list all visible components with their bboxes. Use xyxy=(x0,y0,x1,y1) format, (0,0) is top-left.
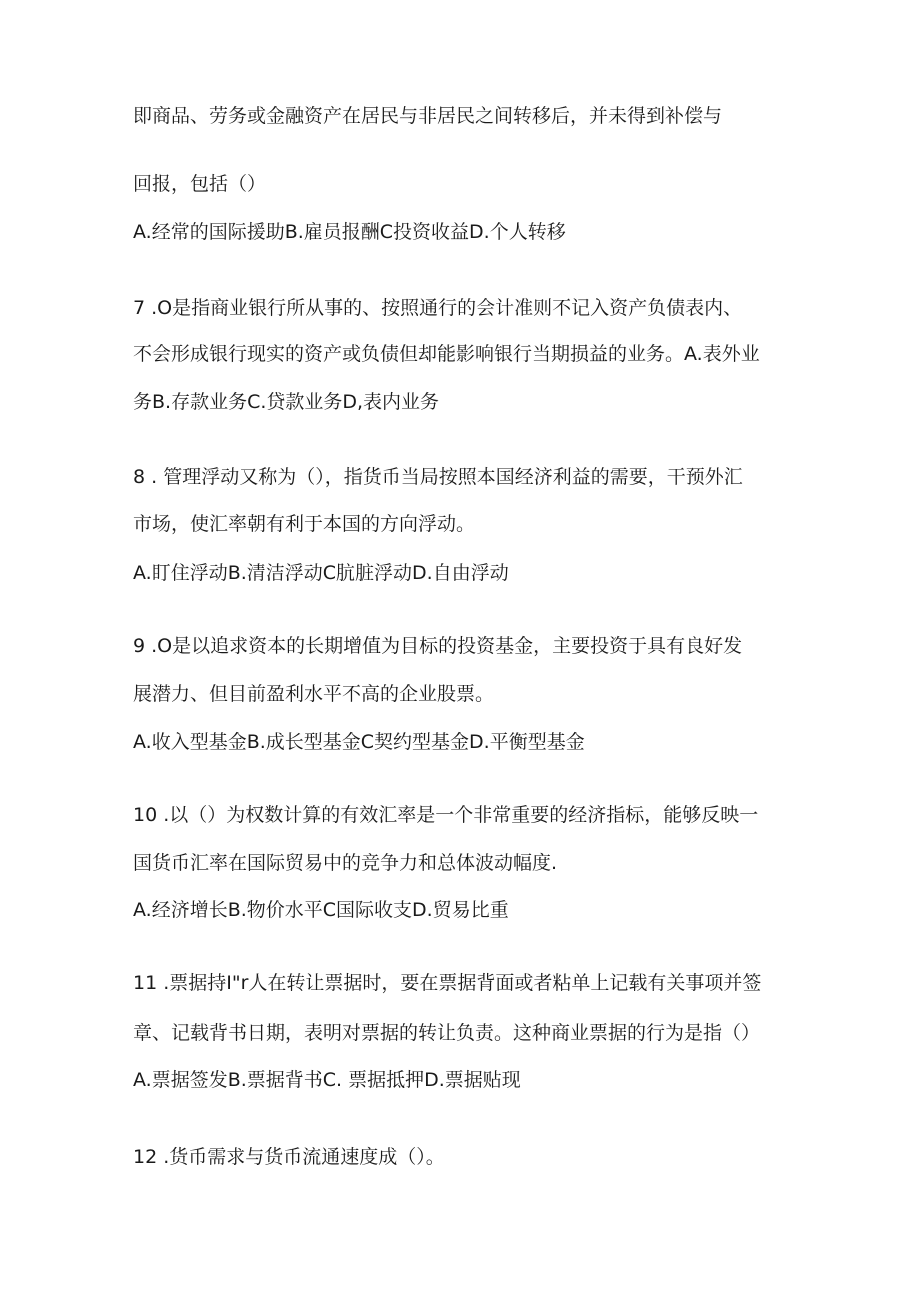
question-10: 10 .以（）为权数计算的有效汇率是一个非常重要的经济指标，能够反映一 xyxy=(133,804,759,826)
answer-options: A.经济增长B.物价水平C国际收支D.贸易比重 xyxy=(133,899,509,921)
text-line: 不会形成银行现实的资产或负债但却能影响银行当期损益的业务。A.表外业 xyxy=(133,343,760,365)
question-9: 9 .O是以追求资本的长期增值为目标的投资基金，主要投资于具有良好发 xyxy=(133,635,743,657)
question-7: 7 .O是指商业银行所从事的、按照通行的会计准则不记入资产负债表内、 xyxy=(133,297,743,319)
text-line: 回报，包括（） xyxy=(133,173,267,195)
text-line: 市场，使汇率朝有利于本国的方向浮动。 xyxy=(133,513,476,535)
answer-options: A.经常的国际援助B.雇员报酬C投资收益D.个人转移 xyxy=(133,221,566,243)
text-line: 章、记载背书日期，表明对票据的转让负责。这种商业票据的行为是指（） xyxy=(133,1022,761,1044)
text-line: 展潜力、但目前盈利水平不高的企业股票。 xyxy=(133,683,495,705)
question-11: 11 .票据持I"r人在转让票据时，要在票据背面或者粘单上记载有关事项并签 xyxy=(133,972,762,994)
answer-options: A.盯住浮动B.清洁浮动C肮脏浮动D.自由浮动 xyxy=(133,562,509,584)
text-line: 国货币汇率在国际贸易中的竞争力和总体波动幅度. xyxy=(133,852,558,874)
text-line: 即商品、劳务或金融资产在居民与非居民之间转移后，并未得到补偿与 xyxy=(133,105,723,127)
question-12: 12 .货币需求与货币流通速度成（）。 xyxy=(133,1146,445,1168)
question-8: 8 . 管理浮动又称为（），指货币当局按照本国经济利益的需要，干预外汇 xyxy=(133,466,743,488)
answer-options: A.票据签发B.票据背书C. 票据抵押D.票据贴现 xyxy=(133,1069,521,1091)
answer-options: 务B.存款业务C.贷款业务D,表内业务 xyxy=(133,391,440,413)
answer-options: A.收入型基金B.成长型基金C契约型基金D.平衡型基金 xyxy=(133,731,585,753)
